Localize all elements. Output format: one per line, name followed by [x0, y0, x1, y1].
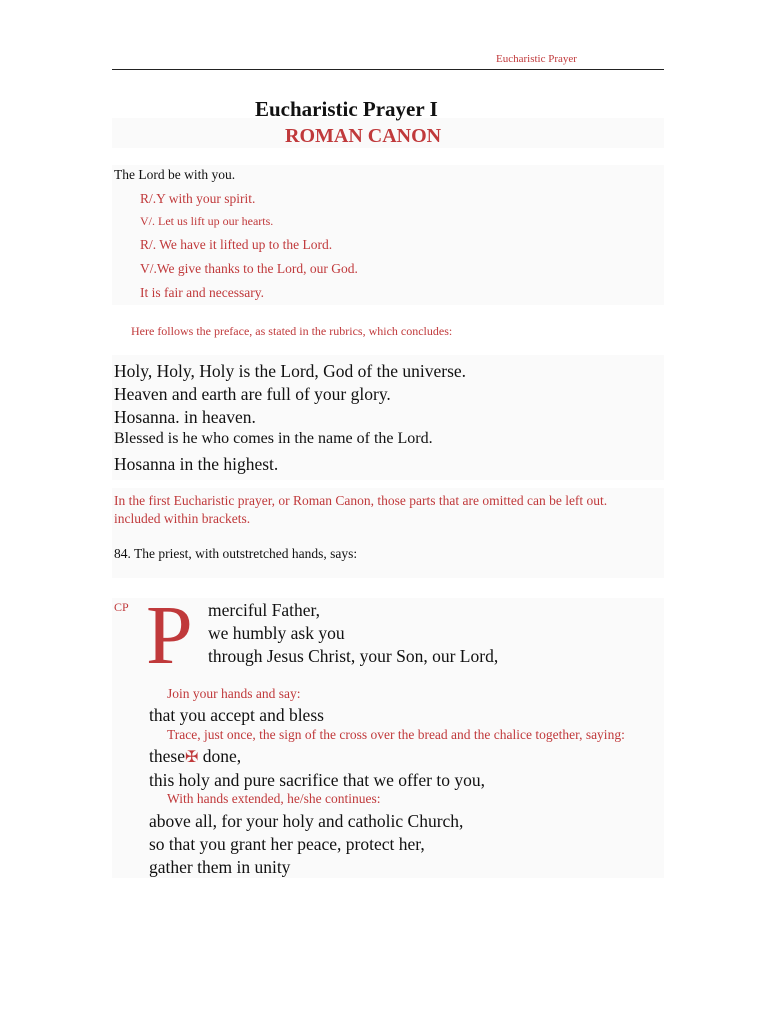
sanctus-line-5: Hosanna in the highest. — [114, 454, 279, 474]
prayer-accept-line: that you accept and bless — [149, 705, 324, 725]
running-head: Eucharistic Prayer — [496, 53, 577, 65]
response-4: V/.We give thanks to the Lord, our God. — [140, 261, 358, 276]
dialogue-shade — [112, 165, 664, 305]
sanctus-line-3: Hosanna. in heaven. — [114, 407, 256, 427]
cp-label: CP — [114, 600, 129, 614]
rubric-join-hands: Join your hands and say: — [167, 686, 301, 701]
prayer-opening-2: we humbly ask you — [208, 623, 345, 643]
maltese-cross-icon: ✠ — [184, 749, 199, 766]
rubric-hands-extended: With hands extended, he/she continues: — [167, 791, 381, 806]
response-2: V/. Let us lift up our hearts. — [140, 214, 274, 228]
prayer-these-line — [149, 746, 241, 767]
these-word: these — [149, 746, 185, 766]
prayer-opening-3: through Jesus Christ, your Son, our Lord, — [208, 646, 499, 666]
prayer-opening-1: merciful Father, — [208, 600, 321, 620]
response-1: R/.Y with your spirit. — [140, 191, 256, 206]
dialogue-opening: The Lord be with you. — [114, 167, 236, 182]
prayer-closing-1: above all, for your holy and catholic Church, — [149, 811, 464, 831]
done-word: done, — [198, 746, 242, 766]
prayer-closing-2: so that you grant her peace, protect her, — [149, 834, 425, 854]
drop-cap: P — [146, 589, 193, 682]
canon-rubric-line-1: In the first Eucharistic prayer, or Roman Canon, those parts that are omitted can be left out. — [114, 493, 608, 508]
page-subtitle: ROMAN CANON — [285, 125, 442, 147]
rubric-trace-cross: Trace, just once, the sign of the cross over the bread and the chalice together, saying: — [167, 727, 625, 742]
header-rule — [112, 69, 664, 70]
priest-instruction: 84. The priest, with outstretched hands, says: — [114, 546, 358, 561]
prayer-sacrifice-line: this holy and pure sacrifice that we offer to you, — [149, 770, 485, 790]
response-5: It is fair and necessary. — [140, 285, 264, 300]
response-3: R/. We have it lifted up to the Lord. — [140, 237, 333, 252]
preface-rubric: Here follows the preface, as stated in the rubrics, which concludes: — [131, 324, 453, 338]
sanctus-line-4: Blessed is he who comes in the name of the Lord. — [114, 430, 433, 447]
page-title: Eucharistic Prayer I — [255, 97, 438, 121]
sanctus-line-2: Heaven and earth are full of your glory. — [114, 384, 391, 404]
prayer-closing-3: gather them in unity — [149, 857, 291, 877]
sanctus-line-1: Holy, Holy, Holy is the Lord, God of the universe. — [114, 361, 467, 381]
canon-rubric-line-2: included within brackets. — [114, 511, 251, 526]
